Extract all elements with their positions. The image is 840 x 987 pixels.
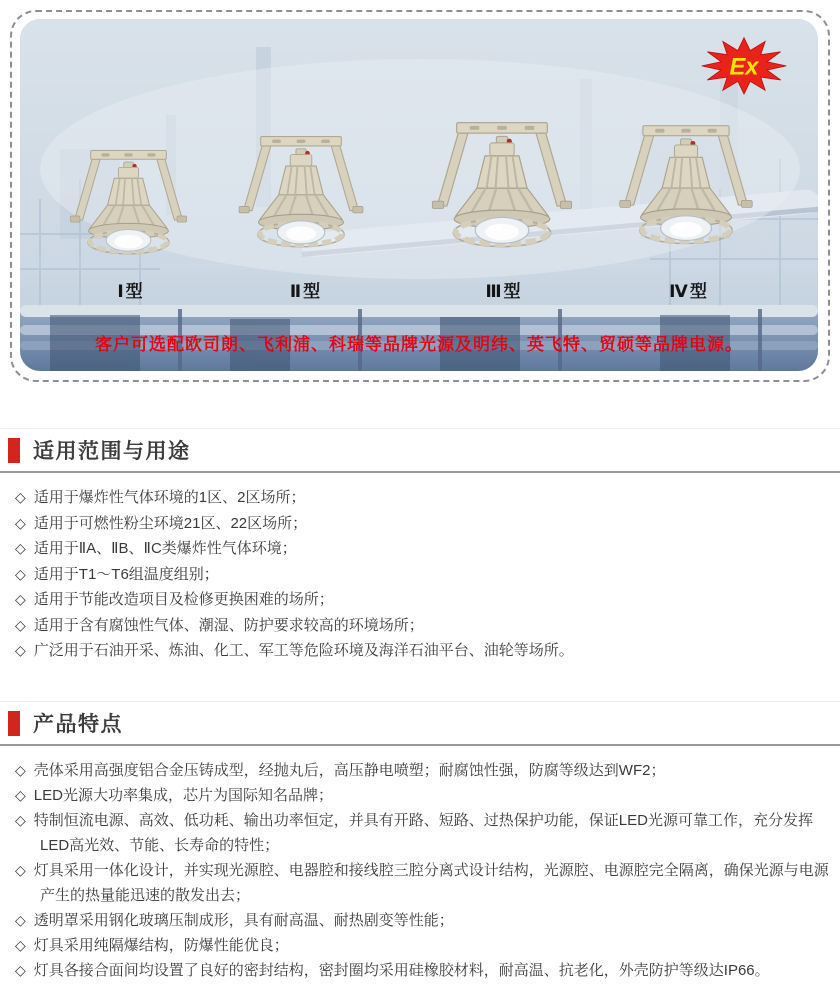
- heading-red-bar-icon: [8, 711, 20, 736]
- diamond-bullet-icon: ◇: [15, 812, 26, 828]
- section-title: 适用范围与用途: [33, 440, 191, 463]
- product-features-list: [15, 758, 840, 983]
- ex-starburst-icon: [700, 33, 788, 97]
- list-item-text: 壳体采用高强度铝合金压铸成型，经抛丸后，高压静电喷塑；耐腐蚀性强，防腐等级达到WF2；: [33, 762, 666, 779]
- diamond-bullet-icon: ◇: [15, 912, 26, 928]
- list-item: [15, 958, 830, 983]
- heading-red-bar-icon: [8, 438, 20, 463]
- lamp-type-2-label: Ⅱ型: [289, 282, 323, 301]
- diamond-bullet-icon: ◇: [15, 862, 26, 878]
- section-title: 产品特点: [33, 713, 123, 736]
- list-item-text: 透明罩采用钢化玻璃压制成形，具有耐高温、耐热剧变等性能；: [33, 912, 454, 929]
- list-item: [15, 485, 830, 511]
- diamond-bullet-icon: ◇: [15, 616, 26, 633]
- ex-certification-badge: [700, 33, 788, 97]
- list-item-text: 适用于T1～T6组温度组别；: [33, 565, 219, 583]
- diamond-bullet-icon: ◇: [15, 514, 26, 531]
- brand-options-caption: 客户可选配欧司朗、飞利浦、科瑞等品牌光源及明纬、英飞特、贸硕等品牌电源。: [95, 335, 743, 354]
- list-item-text: 特制恒流电源、高效、低功耗、输出功率恒定，并具有开路、短路、过热保护功能，保证LED光源可靠工作，充分发挥LED高光效、节能、长寿命的特性；: [33, 812, 813, 854]
- lamp-type-1-label: Ⅰ型: [117, 282, 145, 301]
- section-product-features: [0, 701, 840, 983]
- list-item-text: 适用于节能改造项目及检修更换困难的场所；: [33, 591, 334, 608]
- diamond-bullet-icon: ◇: [15, 565, 26, 582]
- diamond-bullet-icon: ◇: [15, 489, 26, 505]
- diamond-bullet-icon: ◇: [15, 937, 26, 953]
- diamond-bullet-icon: ◇: [15, 762, 26, 778]
- diamond-bullet-icon: ◇: [15, 591, 26, 607]
- diamond-bullet-icon: ◇: [15, 642, 26, 658]
- list-item: [15, 587, 830, 613]
- diamond-bullet-icon: ◇: [15, 787, 26, 803]
- list-item: [15, 511, 830, 537]
- section-heading: [0, 701, 840, 746]
- lamp-type-4-image: [609, 106, 763, 262]
- list-item: [15, 638, 830, 664]
- section-heading: [0, 428, 840, 473]
- list-item: [15, 933, 830, 958]
- lamp-type-3-label: Ⅲ型: [485, 282, 523, 301]
- list-item-text: 广泛用于石油开采、炼油、化工、军工等危险环境及海洋石油平台、油轮等场所。: [33, 642, 574, 659]
- list-item: [15, 783, 830, 808]
- list-item-text: 适用于可燃性粉尘环境21区、22区场所；: [33, 514, 308, 532]
- list-item: [15, 613, 830, 639]
- list-item-text: 灯具采用纯隔爆结构，防爆性能优良；: [33, 937, 289, 954]
- lamp-type-1-image: [61, 140, 196, 270]
- list-item: [15, 562, 830, 588]
- lamp-type-4-label: Ⅳ型: [669, 282, 709, 301]
- diamond-bullet-icon: ◇: [15, 540, 26, 556]
- lamp-type-2-image: [229, 118, 373, 264]
- product-photo: [20, 19, 818, 371]
- list-item-text: LED光源大功率集成，芯片为国际知名品牌；: [33, 787, 333, 804]
- list-item-text: 适用于含有腐蚀性气体、潮湿、防护要求较高的环境场所；: [33, 616, 424, 634]
- list-item-text: 适用于爆炸性气体环境的1区、2区场所；: [33, 489, 306, 506]
- diamond-bullet-icon: ◇: [15, 962, 26, 978]
- lamp-type-3-image: [421, 108, 583, 266]
- list-item: [15, 908, 830, 933]
- list-item: [15, 758, 830, 783]
- list-item: [15, 858, 830, 908]
- list-item-text: 灯具采用一体化设计，并实现光源腔、电器腔和接线腔三腔分离式设计结构，光源腔、电源腔完全隔离，确保光源与电源产生的热量能迅速的散发出去；: [33, 862, 829, 904]
- list-item: [15, 808, 830, 858]
- product-photo-frame: [10, 10, 830, 382]
- list-item-text: 适用于ⅡA、ⅡB、ⅡC类爆炸性气体环境；: [33, 540, 297, 557]
- list-item: [15, 536, 830, 562]
- list-item-text: 灯具各接合面间均设置了良好的密封结构，密封圈均采用硅橡胶材料，耐高温、抗老化，外壳防护等级达IP66。: [33, 962, 770, 979]
- applicable-scope-list: [15, 485, 840, 664]
- section-applicable-scope: [0, 428, 840, 664]
- ex-badge-text: Ex: [729, 53, 759, 81]
